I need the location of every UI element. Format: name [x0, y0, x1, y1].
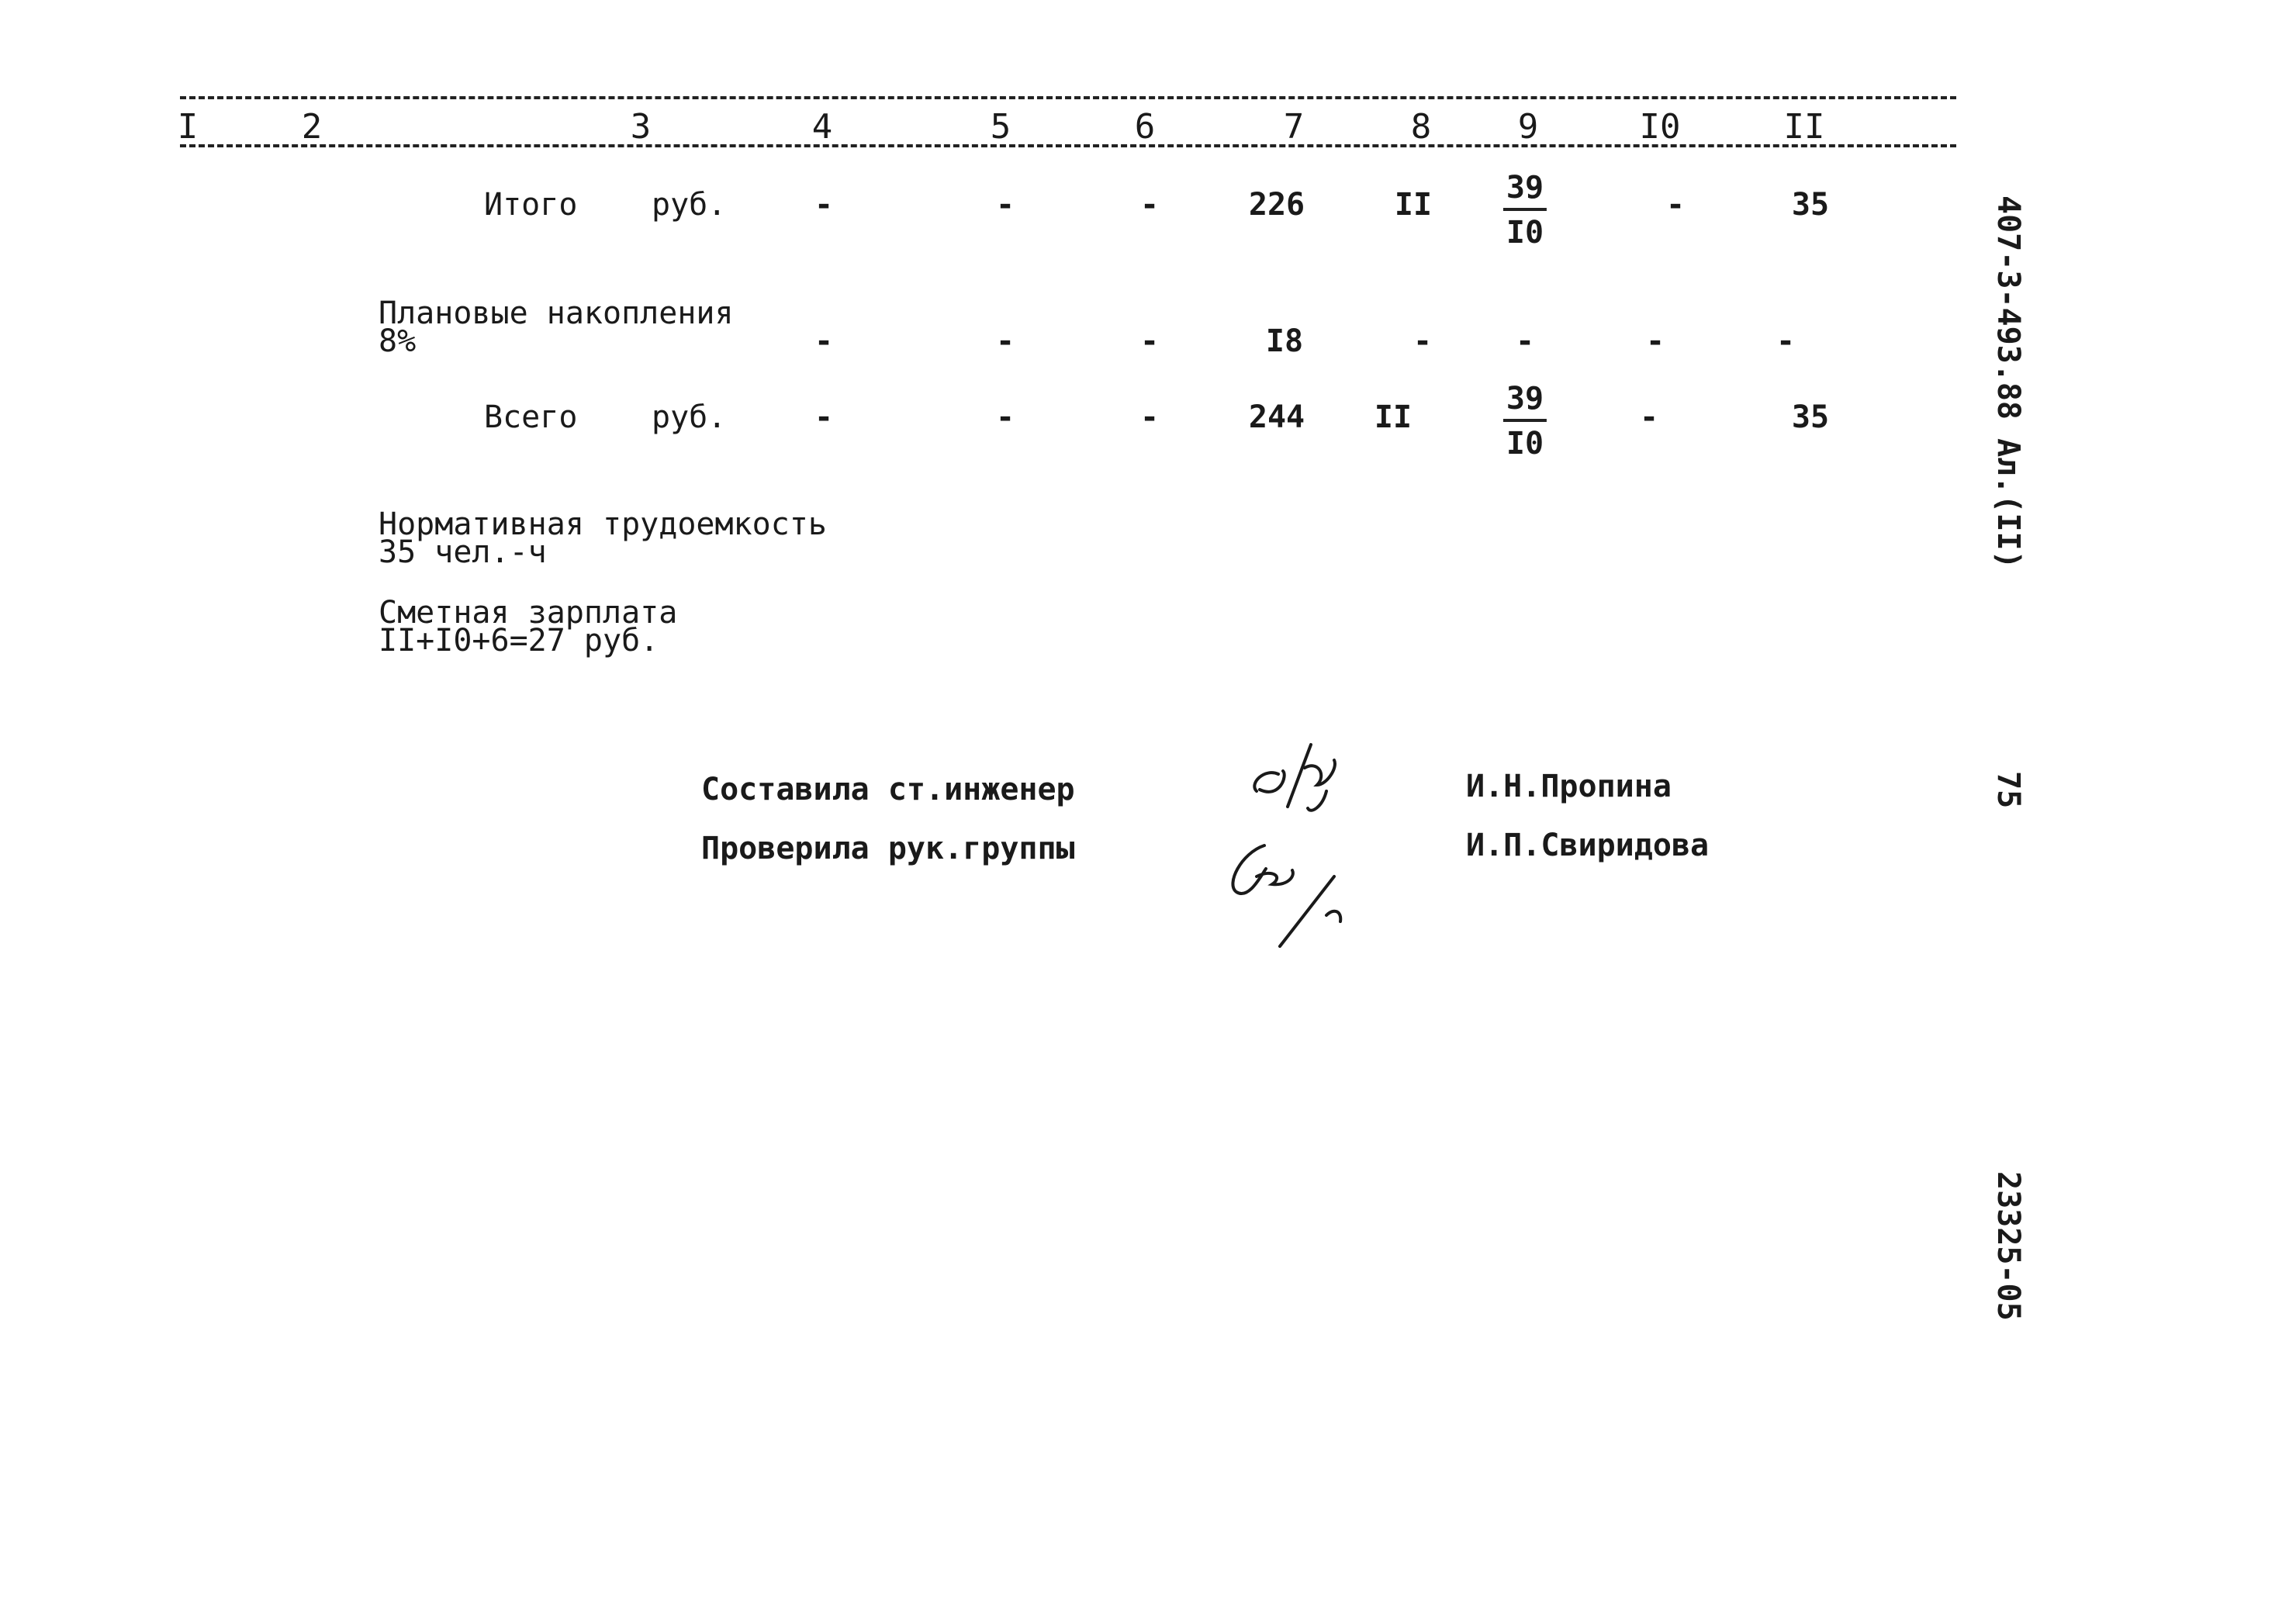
- header-col-2: 2: [301, 107, 323, 147]
- row-plan-col-4: -: [814, 323, 834, 359]
- row-itogo-col-10: -: [1665, 187, 1686, 223]
- header-top-rule: [180, 96, 1956, 99]
- header-col-10: I0: [1639, 107, 1681, 147]
- row-plan-label-line1: Плановые накопления: [379, 296, 734, 331]
- header-col-3: 3: [630, 107, 652, 147]
- row-plan-col-10: -: [1645, 323, 1665, 359]
- row-plan-label-line2: 8%: [379, 323, 417, 359]
- row-plan-col-8: -: [1413, 323, 1433, 359]
- row-itogo-unit: руб.: [652, 187, 727, 223]
- page-number: 75: [1990, 771, 2026, 809]
- header-bottom-rule: [180, 144, 1956, 147]
- row-itogo-col-5: -: [995, 187, 1015, 223]
- row-itogo-label: Итого: [484, 187, 578, 223]
- row-itogo-col-9-numerator: 39: [1503, 172, 1547, 211]
- row-vsego-unit: руб.: [652, 399, 727, 435]
- header-col-9: 9: [1517, 107, 1539, 147]
- row-vsego-col-6: -: [1139, 399, 1160, 435]
- row-plan-col-11: -: [1776, 323, 1796, 359]
- row-vsego-col-9-fraction: [1503, 381, 1547, 462]
- wage-note-line1: Сметная зарплата: [379, 595, 678, 631]
- inventory-number: 23325-05: [1990, 1171, 2026, 1321]
- row-vsego-col-11: 35: [1791, 399, 1830, 435]
- handwritten-signature-checker: [1218, 830, 1373, 962]
- row-vsego-col-7: 244: [1248, 399, 1305, 435]
- header-col-11: II: [1783, 107, 1825, 147]
- header-col-8: 8: [1410, 107, 1432, 147]
- row-itogo-col-4: -: [814, 187, 834, 223]
- row-vsego-col-4: -: [814, 399, 834, 435]
- row-itogo-col-6: -: [1139, 187, 1160, 223]
- row-vsego-col-5: -: [995, 399, 1015, 435]
- row-plan-col-5: -: [995, 323, 1015, 359]
- row-itogo-col-8: II: [1394, 187, 1433, 223]
- labor-note-line1: Нормативная трудоемкость: [379, 506, 827, 542]
- row-vsego-col-10: -: [1639, 399, 1659, 435]
- handwritten-signature-compiler: [1233, 737, 1373, 830]
- row-plan-col-6: -: [1139, 323, 1160, 359]
- header-col-6: 6: [1134, 107, 1156, 147]
- checked-by-label: Проверила рук.группы: [701, 831, 1075, 866]
- wage-note-line2: II+I0+6=27 руб.: [379, 623, 659, 659]
- checked-by-name: И.П.Свиридова: [1466, 828, 1710, 863]
- row-vsego-col-9-denominator: I0: [1506, 426, 1544, 462]
- row-vsego-label: Всего: [484, 399, 578, 435]
- compiled-by-name: И.Н.Пропина: [1466, 769, 1672, 804]
- header-col-5: 5: [990, 107, 1011, 147]
- row-vsego-col-8: II: [1374, 399, 1413, 435]
- labor-note-line2: 35 чел.-ч: [379, 534, 547, 570]
- row-plan-col-9: -: [1515, 323, 1535, 359]
- header-col-4: 4: [811, 107, 833, 147]
- header-col-1: I: [177, 107, 199, 147]
- row-itogo-col-9-fraction: [1503, 170, 1547, 251]
- row-itogo-col-9-denominator: I0: [1506, 215, 1544, 251]
- header-col-7: 7: [1283, 107, 1305, 147]
- row-plan-col-7: I8: [1265, 323, 1304, 359]
- row-vsego-col-9-numerator: 39: [1503, 383, 1547, 422]
- document-code: 407-3-493.88 Ал.(II): [1990, 195, 2026, 569]
- row-itogo-col-11: 35: [1791, 187, 1830, 223]
- compiled-by-label: Составила ст.инженер: [701, 772, 1075, 807]
- row-itogo-col-7: 226: [1248, 187, 1305, 223]
